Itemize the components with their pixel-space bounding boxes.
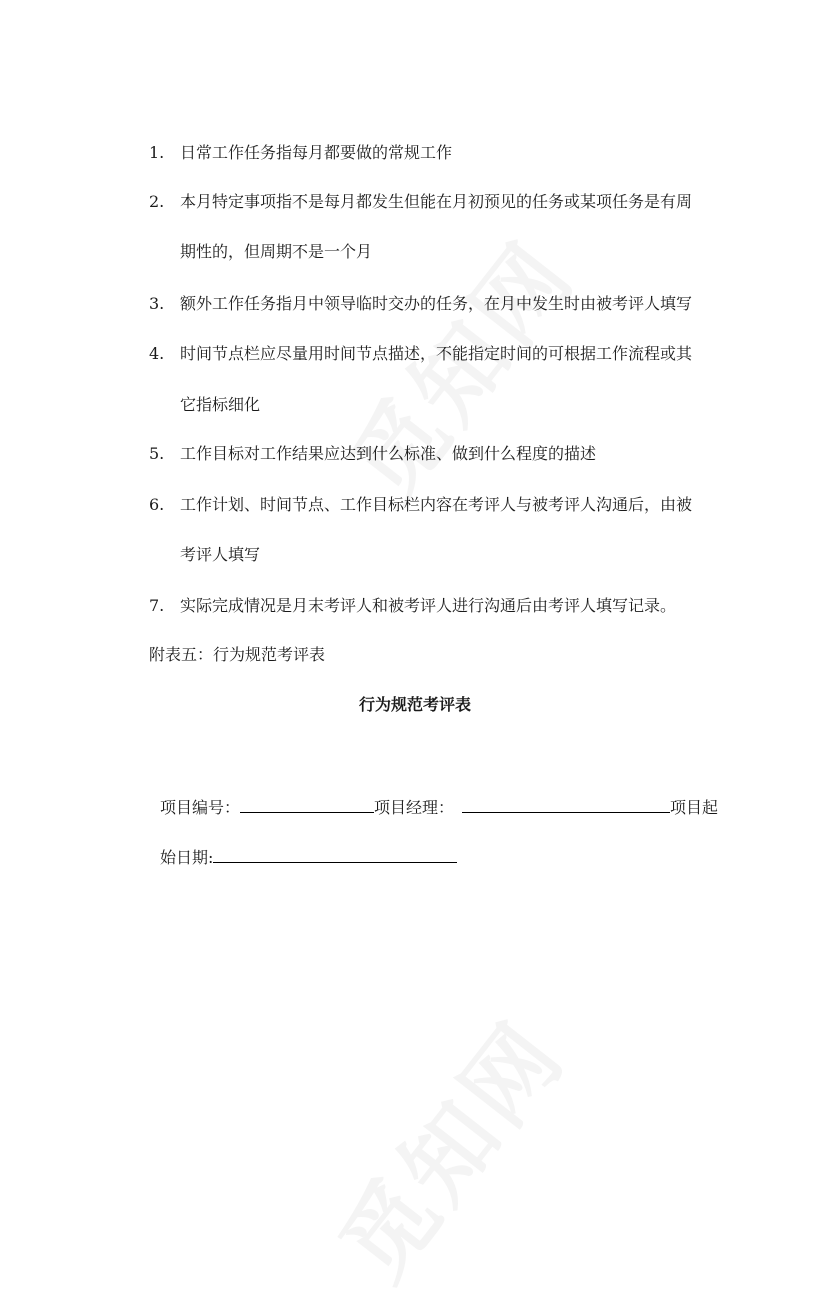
note-text-6-line-1: 工作计划、时间节点、工作目标栏内容在考评人与被考评人沟通后，由被 xyxy=(180,495,693,514)
project-no-field[interactable] xyxy=(240,795,374,813)
form-title: 行为规范考评表 xyxy=(358,695,471,714)
note-number-4: 4. xyxy=(149,344,165,363)
note-text-6-line-2: 考评人填写 xyxy=(180,545,261,564)
project-start-date-field[interactable] xyxy=(213,845,457,863)
note-number-7: 7. xyxy=(149,596,165,615)
note-text-4-line-2: 它指标细化 xyxy=(180,395,261,414)
note-text-2-line-2: 期性的，但周期不是一个月 xyxy=(180,242,373,261)
note-text-3-line-1: 额外工作任务指月中领导临时交办的任务，在月中发生时由被考评人填写 xyxy=(180,294,693,313)
form-fields-row-2 xyxy=(160,845,457,869)
note-text-1-line-1: 日常工作任务指每月都要做的常规工作 xyxy=(180,143,453,162)
note-number-6: 6. xyxy=(149,495,165,514)
watermark-bottom xyxy=(304,990,589,1302)
appendix-caption: 附表五：行为规范考评表 xyxy=(149,645,326,664)
note-text-7-line-1: 实际完成情况是月末考评人和被考评人进行沟通后由考评人填写记录。 xyxy=(180,596,677,615)
note-number-2: 2. xyxy=(149,192,165,211)
note-text-5-line-1: 工作目标对工作结果应达到什么标准、做到什么程度的描述 xyxy=(180,444,597,463)
note-text-2-line-1: 本月特定事项指不是每月都发生但能在月初预见的任务或某项任务是有周 xyxy=(180,192,693,211)
project-start-label-part1: 项目起 xyxy=(670,798,719,817)
form-fields-row-1 xyxy=(160,795,718,819)
project-manager-field[interactable] xyxy=(462,795,670,813)
project-manager-label: 项目经理： xyxy=(374,798,455,817)
note-number-3: 3. xyxy=(149,294,165,313)
project-no-label: 项目编号： xyxy=(160,798,241,817)
project-start-label-part2: 始日期: xyxy=(160,848,214,867)
note-number-5: 5. xyxy=(149,444,165,463)
note-number-1: 1. xyxy=(149,143,165,162)
note-text-4-line-1: 时间节点栏应尽量用时间节点描述，不能指定时间的可根据工作流程或其 xyxy=(180,344,693,363)
